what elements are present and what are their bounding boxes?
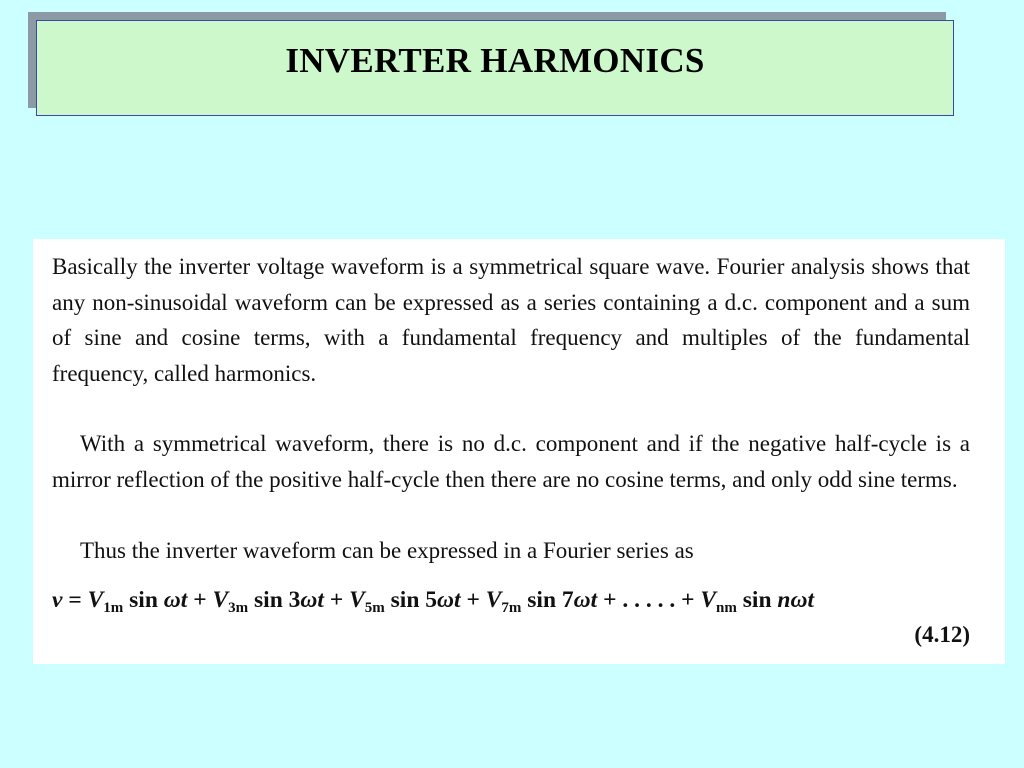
equation-term — [212, 587, 350, 616]
term-op: + . . . . . + — [597, 587, 701, 613]
equation-lhs: v — [52, 587, 63, 613]
term-symbol: V — [700, 587, 717, 613]
term-func: sin — [736, 587, 778, 613]
term-func: sin — [384, 587, 426, 613]
term-op: + — [323, 587, 350, 613]
term-symbol: V — [349, 587, 365, 613]
content-panel — [33, 239, 1005, 664]
term-subscript: 5m — [364, 600, 385, 616]
term-subscript: 3m — [228, 600, 249, 616]
term-op: + — [460, 587, 486, 613]
term-subscript: 1m — [103, 600, 124, 616]
equation-term — [87, 587, 213, 616]
equation-term — [485, 587, 701, 616]
term-op: + — [187, 587, 213, 613]
term-arg: ωt — [300, 587, 324, 613]
fourier-equation — [52, 587, 970, 614]
slide-title: INVERTER HARMONICS — [285, 41, 705, 80]
term-arg: ωt — [573, 587, 598, 613]
title-box — [36, 20, 954, 116]
paragraph-2: With a symmetrical waveform, there is no d.c. component and if the negative half-cycle is a mirror reflection of the positive half-cycle then there are no cosine terms, and only odd sine terms. — [52, 431, 970, 492]
term-arg: ωt — [790, 587, 814, 613]
term-subscript: nm — [716, 600, 737, 616]
paragraph-3: Thus the inverter waveform can be expressed in a Fourier series as — [80, 538, 694, 563]
term-coef: 5 — [425, 587, 438, 613]
term-coef: 7 — [561, 587, 574, 613]
term-arg: ωt — [163, 587, 188, 613]
equation-equals: = — [62, 587, 88, 613]
term-arg: ωt — [437, 587, 461, 613]
equation-term — [349, 587, 486, 616]
paragraph-1: Basically the inverter voltage waveform is a symmetrical square wave. Fourier analysis shows that any non-sinusoidal waveform can be expressed as a series containing a d.c. component and a sum of sine and cosine terms, with a fundamental frequency and multiples of the fundamental frequency, called harmonics. — [52, 254, 970, 386]
term-symbol: V — [87, 587, 104, 613]
term-subscript: 7m — [501, 600, 522, 616]
term-symbol: V — [212, 587, 229, 613]
term-symbol: V — [485, 587, 502, 613]
equation-number: (4.12) — [914, 622, 970, 647]
term-func: sin — [248, 587, 289, 613]
term-func: sin — [521, 587, 562, 613]
term-coef: 3 — [288, 587, 301, 613]
term-coef: n — [777, 587, 791, 613]
term-func: sin — [123, 587, 164, 613]
equation-term — [700, 587, 814, 616]
